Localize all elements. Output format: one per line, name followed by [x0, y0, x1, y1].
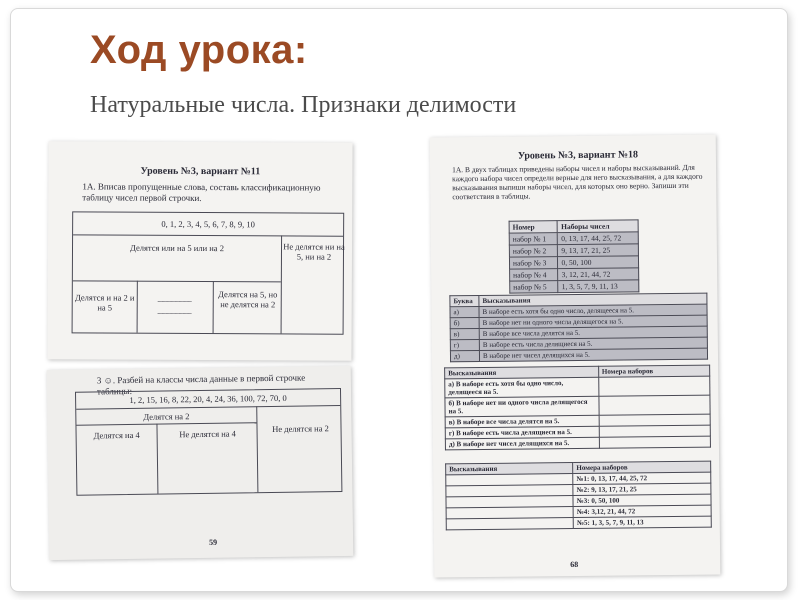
sets-header-number: Номер: [509, 221, 558, 234]
classification-table: [72, 211, 345, 334]
table-row: набор № 2 9, 13, 17, 21, 25: [509, 244, 638, 257]
column-left-header: Делятся или на 5 или на 2: [130, 242, 224, 254]
worksheet-photo-variant-11: [47, 141, 352, 361]
slide-subtitle: Натуральные числа. Признаки делимости: [90, 92, 517, 118]
task-3-text: 3 ☺. Разбей на классы числа данные в первой строчке таблицы:: [96, 372, 306, 397]
table-row: №1: 0, 13, 17, 44, 25, 72: [446, 472, 711, 486]
table-row: в) В наборе все числа делятся на 5.: [445, 414, 710, 428]
subclass-right: Делятся на 5, но не делятся на 2: [218, 289, 278, 310]
page-number: 59: [209, 537, 218, 547]
page-number: 68: [570, 559, 579, 570]
column-right-header: Не делятся на 2: [272, 423, 329, 434]
worksheet-heading: Уровень №3, вариант №18: [517, 149, 639, 162]
table-row: а) В наборе есть хотя бы одно число, делящееся на 5.: [445, 376, 710, 398]
table-row: г) В наборе есть числа делящиеся на 5.: [445, 425, 710, 439]
statements-header-letter: Буква: [450, 296, 479, 307]
statements-table: [449, 293, 708, 363]
slide-title: Ход урока:: [90, 28, 308, 72]
table-row: набор № 1 0, 13, 17, 44, 25, 72: [509, 232, 638, 245]
table-row: г) В наборе есть числа делящиеся на 5.: [450, 337, 707, 351]
table-row: №4: 3,12, 21, 44, 72: [446, 505, 711, 519]
column-right-header: Не делятся ни на 5, ни на 2: [283, 241, 345, 262]
answer2-header-statements: Высказывания: [446, 463, 573, 475]
table-row: б) В наборе нет ни одного числа делящегося на 5.: [450, 315, 707, 329]
table-row: а) В наборе есть хотя бы одно число, делящееся на 5.: [450, 304, 707, 318]
sets-header-sets: Наборы чисел: [558, 220, 639, 233]
answer1-header-statements: Высказывания: [445, 366, 599, 379]
statements-header-text: Высказывания: [479, 293, 707, 306]
table-row: №2: 9, 13, 17, 21, 25: [446, 483, 711, 497]
table-row: б) В наборе нет ни одного числа делящегося на 5.: [445, 395, 710, 417]
table-row: №3: 0, 50, 100: [446, 494, 711, 508]
number-sets-table: [509, 219, 640, 293]
table-row: д) В наборе нет чисел делящихся на 5.: [450, 348, 707, 362]
table-row: в) В наборе все числа делятся на 5.: [450, 326, 707, 340]
answer-table-1: [444, 365, 711, 451]
answer2-header-sets: Номера наборов: [573, 461, 711, 473]
blank-line-2: ________: [157, 304, 192, 315]
worksheet-heading: Уровень №3, вариант №11: [140, 165, 261, 178]
task-text: [82, 181, 338, 204]
worksheet-photo-page-68: [430, 135, 721, 578]
numbers-row: 1, 2, 15, 16, 8, 22, 20, 4, 24, 36, 100, 72, 70, 0: [129, 392, 287, 405]
classification-table-2: [75, 388, 342, 496]
task-1a-text: 1А. Вписав пропущенные слова, составь классификационную таблицу чисел первой строчки.: [82, 181, 321, 204]
answer1-header-sets: Номера наборов: [598, 365, 709, 377]
numbers-row: 0, 1, 2, 3, 4, 5, 6, 7, 8, 9, 10: [161, 218, 255, 230]
subclass-left: Делятся на 4: [93, 429, 140, 441]
column-left-header: Делятся на 2: [143, 411, 190, 422]
answer-table-2: [445, 461, 712, 531]
table-row: набор № 5 1, 3, 5, 7, 9, 11, 13: [510, 280, 639, 293]
table-row: набор № 3 0, 50, 100: [509, 256, 638, 269]
task-1a-text: 1А. В двух таблицах приведены наборы чисел и наборы высказываний. Для каждого набора чисел определи верные для него высказывания, а для каждого высказывания выпиши наборы чисел, для которых оно верно. Запиши эти соответствия в таблицы.: [451, 162, 703, 202]
blank-line-1: ________: [157, 292, 192, 303]
subclass-left: Делятся и на 2 и на 5: [74, 292, 135, 313]
worksheet-photo-page-59: [47, 366, 354, 560]
table-row: д) В наборе нет чисел делящихся на 5.: [445, 436, 710, 450]
table-row: набор № 4 3, 12, 21, 44, 72: [510, 268, 639, 281]
subclass-right: Не делятся на 4: [179, 428, 236, 440]
table-row: №5: 1, 3, 5, 7, 9, 11, 13: [446, 516, 711, 530]
